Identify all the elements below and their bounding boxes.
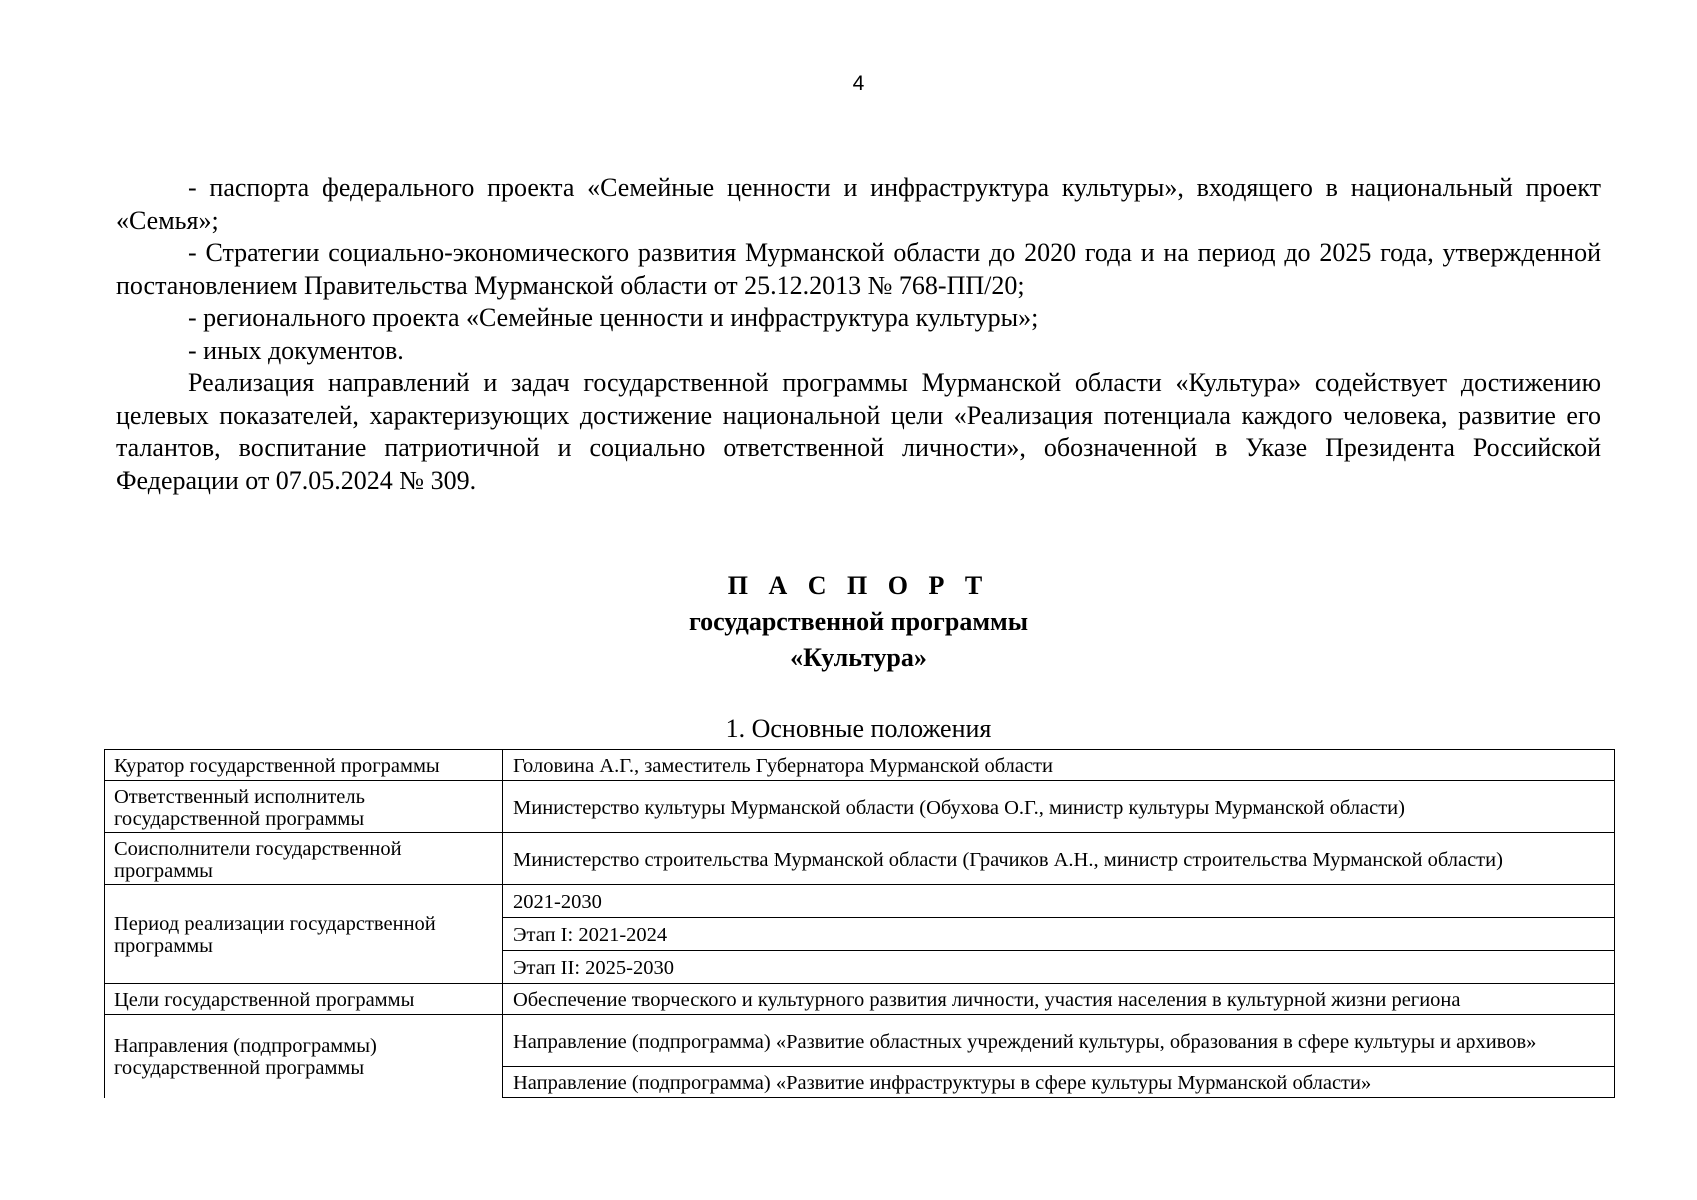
table-row-responsible-executor bbox=[105, 781, 1615, 833]
page-number: 4 bbox=[852, 72, 865, 95]
table-row-period bbox=[105, 885, 1615, 918]
row-label: Куратор государственной программы bbox=[105, 750, 503, 781]
row-value: Этап I: 2021-2024 bbox=[503, 918, 1615, 951]
paragraph-other-documents: - иных документов. bbox=[188, 335, 404, 365]
table-row-directions bbox=[105, 1015, 1615, 1067]
row-value: Головина А.Г., заместитель Губернатора Мурманской области bbox=[503, 750, 1615, 781]
row-label: Цели государственной программы bbox=[105, 984, 503, 1015]
passport-title-line-2: государственной программы bbox=[688, 607, 1029, 636]
paragraph-regional-project: - регионального проекта «Семейные ценности и инфраструктура культуры»; bbox=[188, 303, 1039, 332]
row-label: Направления (подпрограммы) государственной программы bbox=[105, 1015, 503, 1098]
row-value: Министерство культуры Мурманской области (Обухова О.Г., министр культуры Мурманской области) bbox=[503, 781, 1615, 833]
table-row-goals bbox=[105, 984, 1615, 1015]
row-label: Ответственный исполнитель государственной программы bbox=[105, 781, 503, 833]
row-label: Соисполнители государственной программы bbox=[105, 833, 503, 885]
row-value: Направление (подпрограмма) «Развитие областных учреждений культуры, образования в сфере культуры и архивов» bbox=[503, 1015, 1615, 1067]
passport-table bbox=[104, 749, 1615, 1098]
passport-title bbox=[0, 568, 1697, 676]
table-row-co-executors bbox=[105, 833, 1615, 885]
row-value: Этап II: 2025-2030 bbox=[503, 951, 1615, 984]
row-value: Министерство строительства Мурманской области (Грачиков А.Н., министр строительства Мурманской области) bbox=[503, 833, 1615, 885]
table-row-curator bbox=[105, 750, 1615, 781]
paragraph-strategy: - Стратегии социально-экономического развития Мурманской области до 2020 года и на период до 2025 года, утвержденной постановлением Правительства Мурманской области от 25.12.2013 № 768-ПП/20; bbox=[116, 238, 1601, 300]
intro-text bbox=[116, 172, 1601, 497]
section-heading: 1. Основные положения bbox=[725, 714, 992, 743]
row-label: Период реализации государственной программы bbox=[105, 885, 503, 984]
passport-title-line-3: «Культура» bbox=[790, 643, 927, 672]
row-value: 2021-2030 bbox=[503, 885, 1615, 918]
row-value: Обеспечение творческого и культурного развития личности, участия населения в культурной жизни региона bbox=[503, 984, 1615, 1015]
passport-title-line-1: П А С П О Р Т bbox=[727, 571, 990, 600]
paragraph-federal-project: - паспорта федерального проекта «Семейные ценности и инфраструктура культуры», входящего в национальный проект «Семья»; bbox=[116, 173, 1601, 235]
row-value: Направление (подпрограмма) «Развитие инфраструктуры в сфере культуры Мурманской области» bbox=[503, 1067, 1615, 1098]
paragraph-national-goal: Реализация направлений и задач государственной программы Мурманской области «Культура» содействует достижению целевых показателей, характеризующих достижение национальной цели «Реализация потенциала каждого человека, развитие его талантов, воспитание патриотичной и социально ответственной личности», обозначенной в Указе Президента Российской Федерации от 07.05.2024 № 309. bbox=[116, 368, 1601, 495]
